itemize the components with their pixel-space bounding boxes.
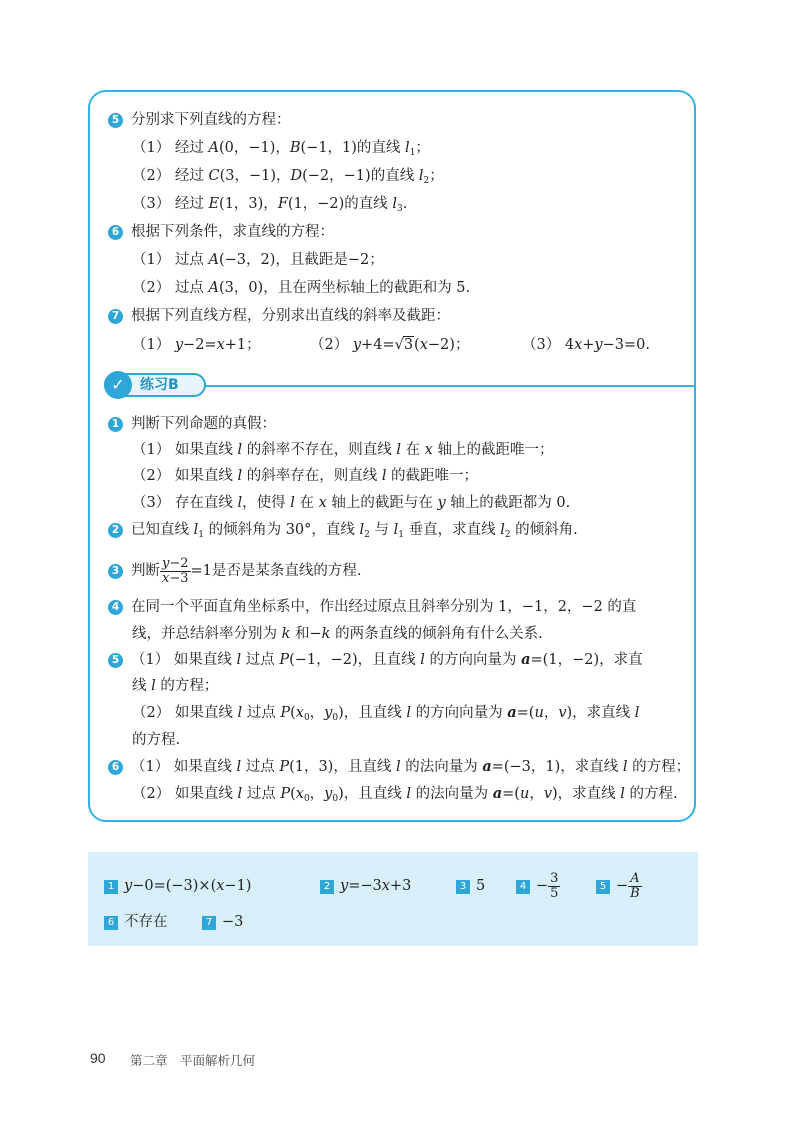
page-number: 90	[90, 1050, 106, 1066]
problem-6-item-2: （2） 过点 A(3，0)，且在两坐标轴上的截距和为 5.	[132, 280, 471, 296]
problem-number: 6	[108, 225, 123, 240]
answer-7: 7 −3	[202, 912, 243, 932]
exercise-b-6-line-1: 6 （1） 如果直线 l 过点 P(1，3)，且直线 l 的法向量为 a=(−3，1)，求直线 l 的方程；	[108, 757, 690, 779]
problem-6-title: 6 根据下列条件，求直线的方程：	[108, 222, 334, 244]
problem-number: 5	[108, 653, 123, 668]
exercise-b-1-item-2: （2） 如果直线 l 的斜率存在，则直线 l 的截距唯一；	[132, 468, 479, 484]
exercise-b-4-line-1: 4 在同一个平面直角坐标系中，作出经过原点且斜率分别为 1，−1，2，−2 的直	[108, 597, 636, 619]
answer-5: 5 − $\frac{A}{B}$	[596, 869, 642, 903]
fraction: $\frac{y-2}{x-3}$	[162, 555, 189, 586]
problem-number: 3	[108, 564, 123, 579]
answer-6: 6 不存在	[104, 912, 168, 932]
exercise-b-1-item-1: （1） 如果直线 l 的斜率不存在，则直线 l 在 x 轴上的截距唯一；	[132, 442, 554, 458]
problem-5-title: 5 分别求下列直线的方程：	[108, 110, 291, 132]
problem-number: 1	[108, 417, 123, 432]
problem-number: 5	[108, 113, 123, 128]
exercise-b-2: 2 已知直线 $l_1$ 的倾斜角为 30°，直线 $l_2$ 与 $l_1$ 垂直，求直线 $l_2$ 的倾斜角.	[108, 520, 578, 542]
exercise-b-5-line-1: 5 （1） 如果直线 l 过点 P(−1，−2)，且直线 l 的方向向量为 a=(1，−2)，求直	[108, 650, 643, 672]
problem-7-title: 7 根据下列直线方程，分别求出直线的斜率及截距：	[108, 306, 450, 328]
problem-6-item-1: （1） 过点 A(−3，2)，且截距是−2；	[132, 252, 384, 268]
section-divider	[200, 385, 696, 387]
problem-5-item-3: （3） 经过 E(1，3)，F(1，−2)的直线 $l_3$.	[132, 196, 408, 214]
problem-number: 6	[108, 760, 123, 775]
answer-3: 3 5	[456, 876, 485, 896]
problem-7-item-2: （2） y+4=√3(x−2)；	[310, 337, 470, 353]
exercise-b-1-item-3: （3） 存在直线 l，使得 l 在 x 轴上的截距与在 y 轴上的截距都为 0.	[132, 495, 571, 511]
problem-number: 7	[108, 309, 123, 324]
problem-number: 4	[108, 600, 123, 615]
exercise-b-6-line-2: （2） 如果直线 l 过点 $P(x_0$，$y_0$)，且直线 l 的法向量为 a=(u，v)，求直线 l 的方程.	[132, 785, 678, 804]
chapter-title: 第二章 平面解析几何	[130, 1053, 256, 1068]
answer-panel	[88, 852, 698, 946]
answer-2: 2 y=−3x+3	[320, 876, 411, 896]
exercise-b-5-line-2: 线 l 的方程；	[132, 678, 219, 694]
problem-7-item-1: （1） y−2=x+1；	[132, 337, 261, 353]
exercise-b-label: 练习B	[140, 377, 179, 393]
answer-1: 1 y−0=(−3)×(x−1)	[104, 876, 251, 896]
exercise-b-3: 3 判断 $\frac{y-2}{x-3}$ =1是否是某条直线的方程.	[108, 554, 362, 588]
problem-7-item-3: （3） 4x+y−3=0.	[522, 337, 650, 353]
problem-number: 2	[108, 523, 123, 538]
exercise-b-1-title: 1 判断下列命题的真假：	[108, 414, 276, 436]
exercise-b-5-line-4: 的方程.	[132, 732, 181, 748]
exercise-b-4-line-2: 线，并总结斜率分别为 k 和−k 的两条直线的倾斜角有什么关系.	[132, 626, 543, 642]
exercise-b-5-line-3: （2） 如果直线 l 过点 $P(x_0$，$y_0$)，且直线 l 的方向向量为 a=(u，v)，求直线 l	[132, 704, 640, 723]
problem-5-item-1: （1） 经过 A(0，−1)，B(−1，1)的直线 $l_1$；	[132, 140, 430, 158]
exercise-b-header	[104, 373, 206, 397]
check-pencil-icon: ✓	[104, 371, 132, 399]
answer-4: 4 − $\frac{3}{5}$	[516, 869, 560, 903]
problem-5-item-2: （2） 经过 C(3，−1)，D(−2，−1)的直线 $l_2$；	[132, 168, 444, 186]
